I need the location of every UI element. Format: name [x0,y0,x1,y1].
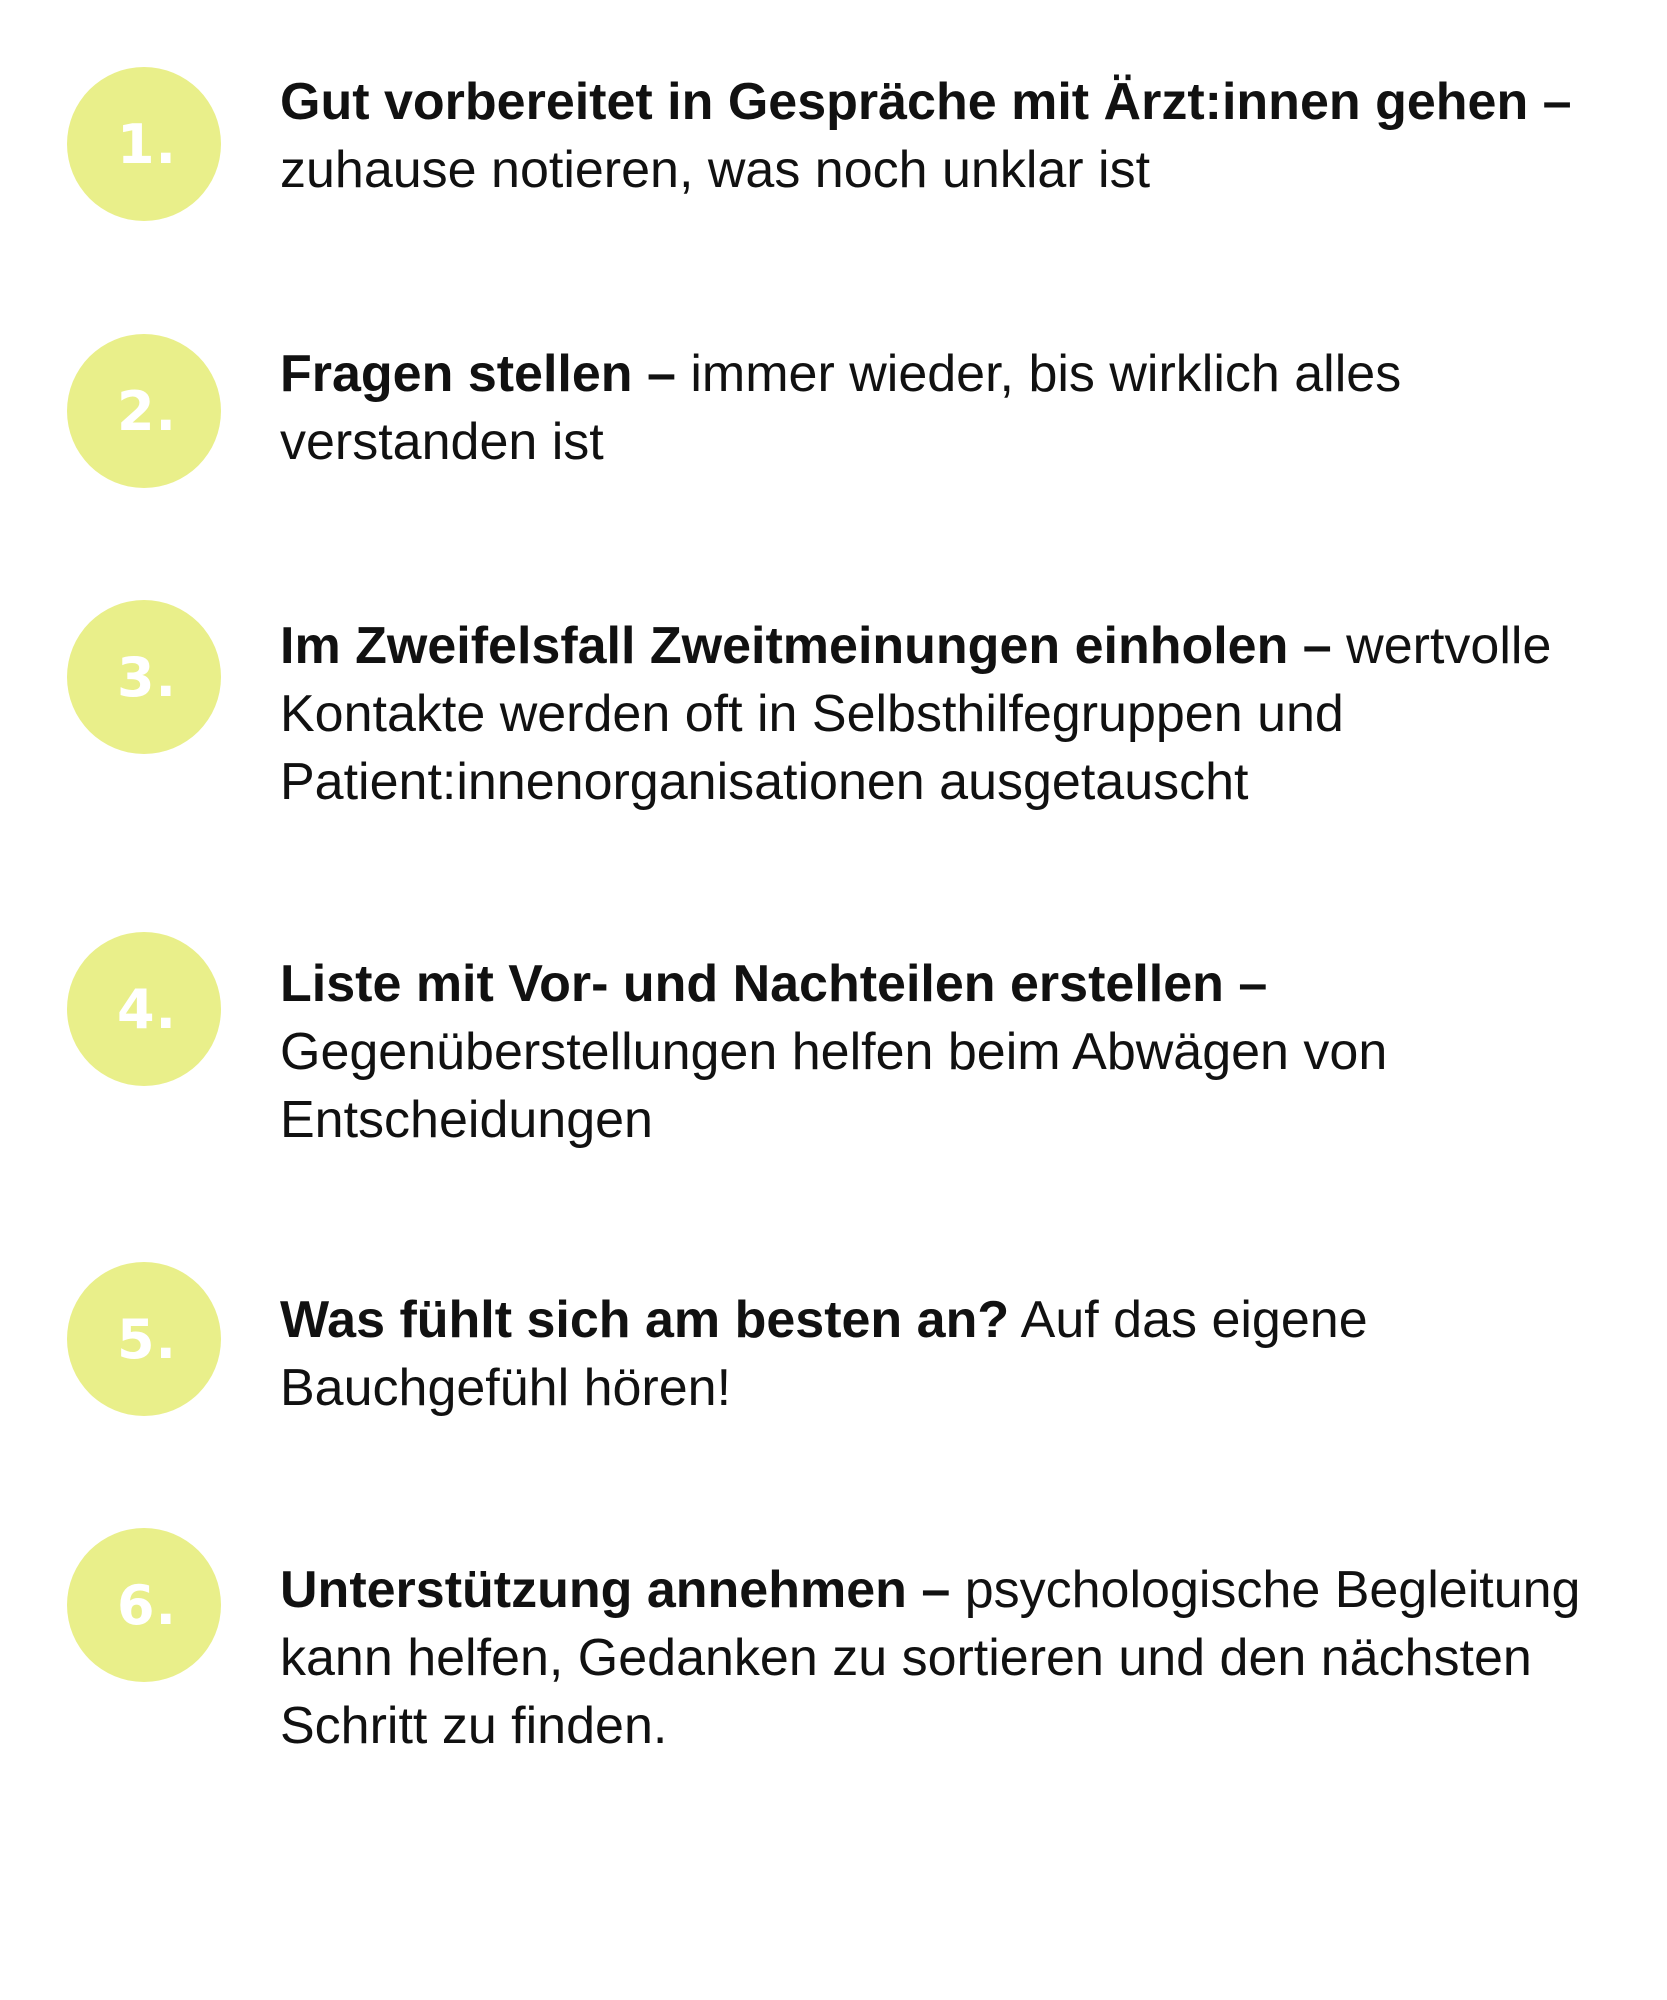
number-badge [67,600,221,754]
item-number: 3. [116,645,178,709]
item-description: Auf das eigene Bauchgefühl hören! [280,1291,1368,1417]
item-text [280,950,1600,1154]
item-number: 2. [116,379,178,443]
item-heading: Gut vorbereitet in Gespräche mit Ärzt:innen gehen – [280,73,1572,131]
number-badge [67,1528,221,1682]
item-heading: Was fühlt sich am besten an? [280,1291,1010,1349]
item-text [280,612,1600,816]
number-badge [67,932,221,1086]
item-heading: Im Zweifelsfall Zweitmeinungen einholen – [280,617,1332,675]
item-description: psychologische Begleitung kann helfen, Gedanken zu sortieren und den nächsten Schritt zu finden. [280,1561,1581,1755]
item-heading: Unterstützung annehmen – [280,1561,951,1619]
item-number: 6. [116,1573,178,1637]
item-text [280,340,1600,476]
item-description: Gegenüberstellungen helfen beim Abwägen von Entscheidungen [280,1023,1388,1149]
item-heading: Fragen stellen – [280,345,676,403]
item-text [280,68,1600,204]
item-number: 4. [116,977,178,1041]
item-number: 1. [116,112,178,176]
number-badge [67,67,221,221]
number-badge [67,1262,221,1416]
item-number: 5. [116,1307,178,1371]
item-text [280,1286,1600,1422]
item-text [280,1556,1600,1760]
item-description: immer wieder, bis wirklich alles verstanden ist [280,345,1402,471]
item-description: zuhause notieren, was noch unklar ist [280,141,1151,199]
item-heading: Liste mit Vor- und Nachteilen erstellen – [280,955,1268,1013]
number-badge [67,334,221,488]
item-description: wertvolle Kontakte werden oft in Selbsthilfegruppen und Patient:innenorganisationen ausgetauscht [280,617,1552,811]
